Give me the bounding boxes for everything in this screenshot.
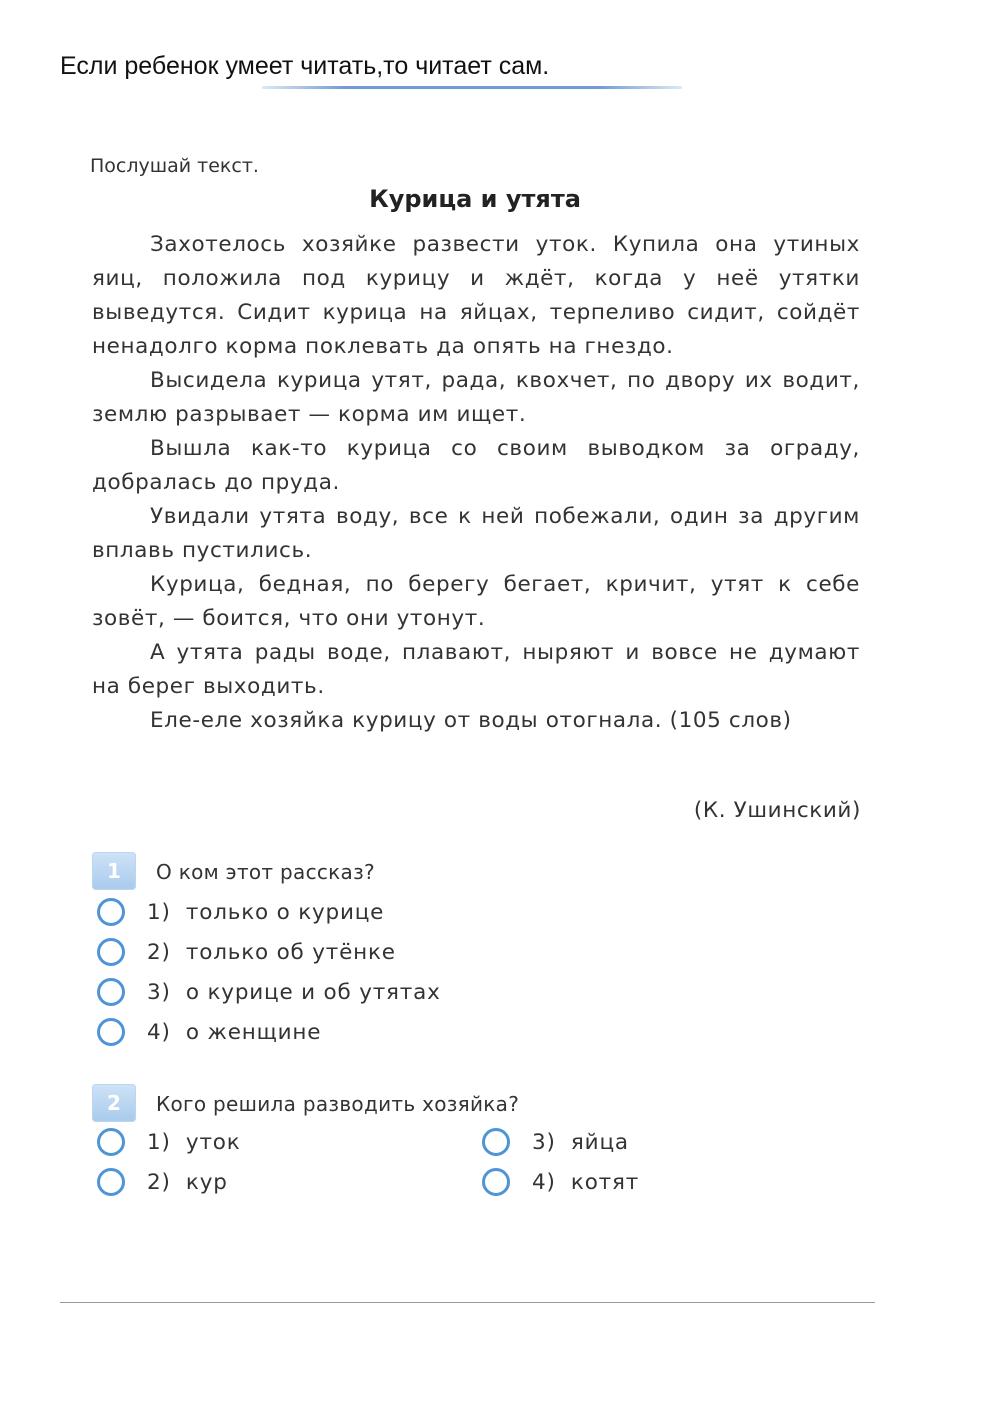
option-label: 3) яйца	[532, 1129, 629, 1155]
radio-button[interactable]	[97, 1168, 125, 1196]
radio-button[interactable]	[97, 978, 125, 1006]
author: (К. Ушинский)	[693, 798, 861, 823]
paragraph: Высидела курица утят, рада, квохчет, по двору их водит, землю разрывает — корма им ищет.	[92, 368, 860, 427]
question-1-text: О ком этот рассказ?	[156, 860, 375, 884]
question-2-option-4[interactable]	[482, 1168, 639, 1196]
radio-button[interactable]	[482, 1128, 510, 1156]
option-label: 3) о курице и об утятах	[147, 979, 441, 1005]
question-1-option-3[interactable]	[97, 978, 441, 1006]
paragraph: Вышла как-то курица со своим выводком за ограду, добралась до пруда.	[92, 436, 860, 495]
instruction: Послушай текст.	[90, 155, 259, 177]
option-label: 4) котят	[532, 1169, 640, 1195]
option-label: 1) уток	[147, 1129, 241, 1155]
radio-button[interactable]	[97, 1128, 125, 1156]
parent-note: Если ребенок умеет читать,то читает сам.	[60, 52, 550, 80]
question-2-text: Кого решила разводить хозяйка?	[156, 1092, 520, 1116]
radio-button[interactable]	[97, 898, 125, 926]
question-1-option-2[interactable]	[97, 938, 396, 966]
story-text	[92, 228, 860, 738]
question-1-option-4[interactable]	[97, 1018, 321, 1046]
decorative-underline	[262, 86, 682, 89]
radio-button[interactable]	[482, 1168, 510, 1196]
question-2-option-2[interactable]	[97, 1168, 228, 1196]
option-label: 1) только о курице	[147, 899, 385, 925]
radio-button[interactable]	[97, 938, 125, 966]
option-label: 4) о женщине	[147, 1019, 322, 1045]
paragraph: А утята рады воде, плавают, ныряют и вовсе не думают на берег выходить.	[92, 640, 860, 699]
option-label: 2) кур	[147, 1169, 228, 1195]
bottom-divider	[60, 1302, 875, 1303]
option-label: 2) только об утёнке	[147, 939, 396, 965]
paragraph: Захотелось хозяйке развести уток. Купила она утиных яиц, положила под курицу и ждёт, когда у неё утятки выведутся. Сидит курица на яйцах, терпеливо сидит, сойдёт ненадолго корма поклевать да опять на гнездо.	[92, 232, 860, 359]
question-1-number-badge: 1	[92, 852, 136, 890]
question-2-option-1[interactable]	[97, 1128, 241, 1156]
question-2-number-badge: 2	[92, 1084, 136, 1122]
story-title: Курица и утята	[369, 185, 581, 213]
paragraph: Увидали утята воду, все к ней побежали, один за другим вплавь пустились.	[92, 504, 860, 563]
paragraph: Курица, бедная, по берегу бегает, кричит, утят к себе зовёт, — боится, что они утонут.	[92, 572, 860, 631]
radio-button[interactable]	[97, 1018, 125, 1046]
paragraph: Еле-еле хозяйка курицу от воды отогнала. (105 слов)	[150, 708, 792, 733]
question-1-option-1[interactable]	[97, 898, 384, 926]
question-2-option-3[interactable]	[482, 1128, 629, 1156]
